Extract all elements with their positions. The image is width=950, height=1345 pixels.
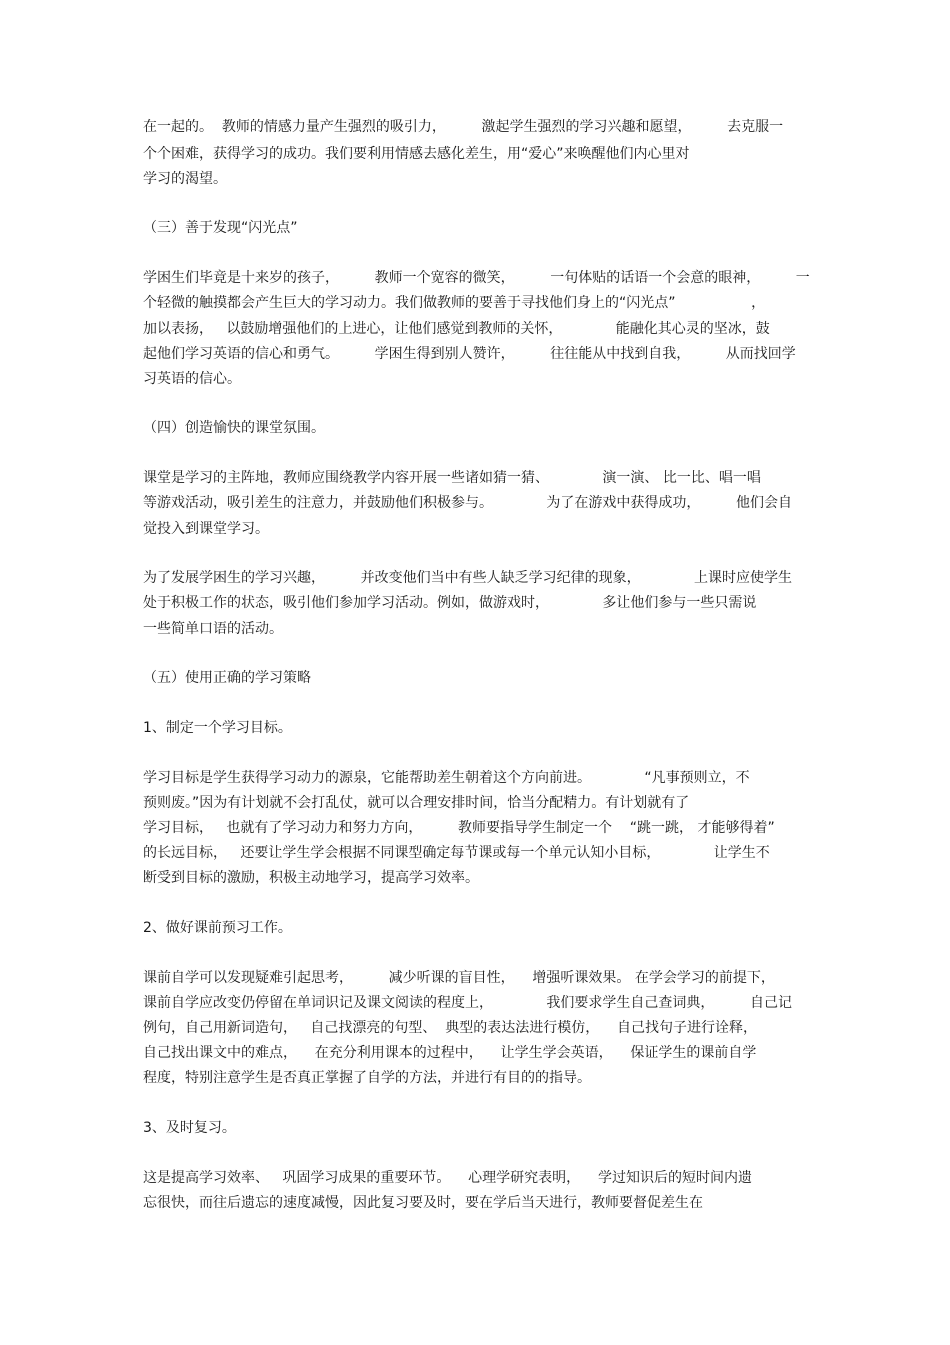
paragraph-line: 自己找出课文中的难点， 在充分利用课本的过程中， 让学生学会英语， 保证学生的课前自学: [143, 1045, 757, 1061]
paragraph-line: 为了发展学困生的学习兴趣， 并改变他们当中有些人缺乏学习纪律的现象， 上课时应使学生: [143, 570, 793, 586]
paragraph-line: 学困生们毕竟是十来岁的孩子， 教师一个宽容的微笑， 一句体贴的话语一个会意的眼神， 一: [143, 270, 810, 286]
paragraph-line: 例句，自己用新词造句， 自己找漂亮的句型、 典型的表达法进行模仿， 自己找句子进行诠释，: [143, 1020, 758, 1036]
paragraph-line: 课前自学可以发现疑难引起思考， 减少听课的盲目性， 增强听课效果。 在学会学习的前提下，: [143, 970, 775, 986]
paragraph-line: 等游戏活动，吸引差生的注意力，并鼓励他们积极参与。 为了在游戏中获得成功， 他们会自: [143, 495, 793, 511]
subsection-heading: 3、及时复习。: [143, 1120, 236, 1136]
paragraph-line: 觉投入到课堂学习。: [143, 521, 269, 537]
section-heading: （五）使用正确的学习策略: [143, 670, 311, 686]
paragraph-line: 学习目标， 也就有了学习动力和努力方向， 教师要指导学生制定一个 “跳一跳， 才能够得着”: [143, 820, 775, 836]
subsection-heading: 2、做好课前预习工作。: [143, 920, 292, 936]
paragraph-line: 课前自学应改变仍停留在单词识记及课文阅读的程度上， 我们要求学生自己查词典， 自己记: [143, 995, 793, 1011]
paragraph-line: 学习目标是学生获得学习动力的源泉，它能帮助差生朝着这个方向前进。 “凡事预则立，不: [143, 770, 750, 786]
paragraph-line: 课堂是学习的主阵地，教师应围绕教学内容开展一些诸如猜一猜、 演一演、 比一比、唱一唱: [143, 470, 761, 486]
paragraph-line: 这是提高学习效率、 巩固学习成果的重要环节。 心理学研究表明， 学过知识后的短时间内遗: [143, 1170, 752, 1186]
paragraph-line: 个轻微的触摸都会产生巨大的学习动力。我们做教师的要善于寻找他们身上的“闪光点” ，: [143, 295, 766, 311]
paragraph-line: 个个困难，获得学习的成功。我们要利用情感去感化差生，用“爱心”来唤醒他们内心里对: [143, 146, 690, 162]
paragraph-line: 加以表扬， 以鼓励增强他们的上进心，让他们感觉到教师的关怀， 能融化其心灵的坚冰，鼓: [143, 321, 770, 337]
paragraph-line: 起他们学习英语的信心和勇气。 学困生得到别人赞许， 往往能从中找到自我， 从而找回学: [143, 346, 796, 362]
paragraph-line: 学习的渴望。: [143, 171, 227, 187]
paragraph-line: 处于积极工作的状态，吸引他们参加学习活动。例如，做游戏时， 多让他们参与一些只需说: [143, 595, 757, 611]
paragraph-line: 断受到目标的激励，积极主动地学习，提高学习效率。: [143, 870, 479, 886]
paragraph-line: 忘很快，而往后遗忘的速度减慢，因此复习要及时，要在学后当天进行，教师要督促差生在: [143, 1195, 703, 1211]
subsection-heading: 1、制定一个学习目标。: [143, 720, 292, 736]
paragraph-line: 的长远目标， 还要让学生学会根据不同课型确定每节课或每一个单元认知小目标， 让学生不: [143, 845, 770, 861]
paragraph-line: 预则废。”因为有计划就不会打乱仗，就可以合理安排时间，恰当分配精力。有计划就有了: [143, 795, 690, 811]
section-heading: （四）创造愉快的课堂氛围。: [143, 420, 325, 436]
paragraph-line: 习英语的信心。: [143, 371, 241, 387]
paragraph-line: 一些简单口语的活动。: [143, 621, 283, 637]
section-heading: （三）善于发现“闪光点”: [143, 220, 298, 236]
paragraph-line: 程度，特别注意学生是否真正掌握了自学的方法，并进行有目的的指导。: [143, 1070, 591, 1086]
paragraph-line: 在一起的。 教师的情感力量产生强烈的吸引力， 激起学生强烈的学习兴趣和愿望， 去克服一: [143, 119, 784, 135]
